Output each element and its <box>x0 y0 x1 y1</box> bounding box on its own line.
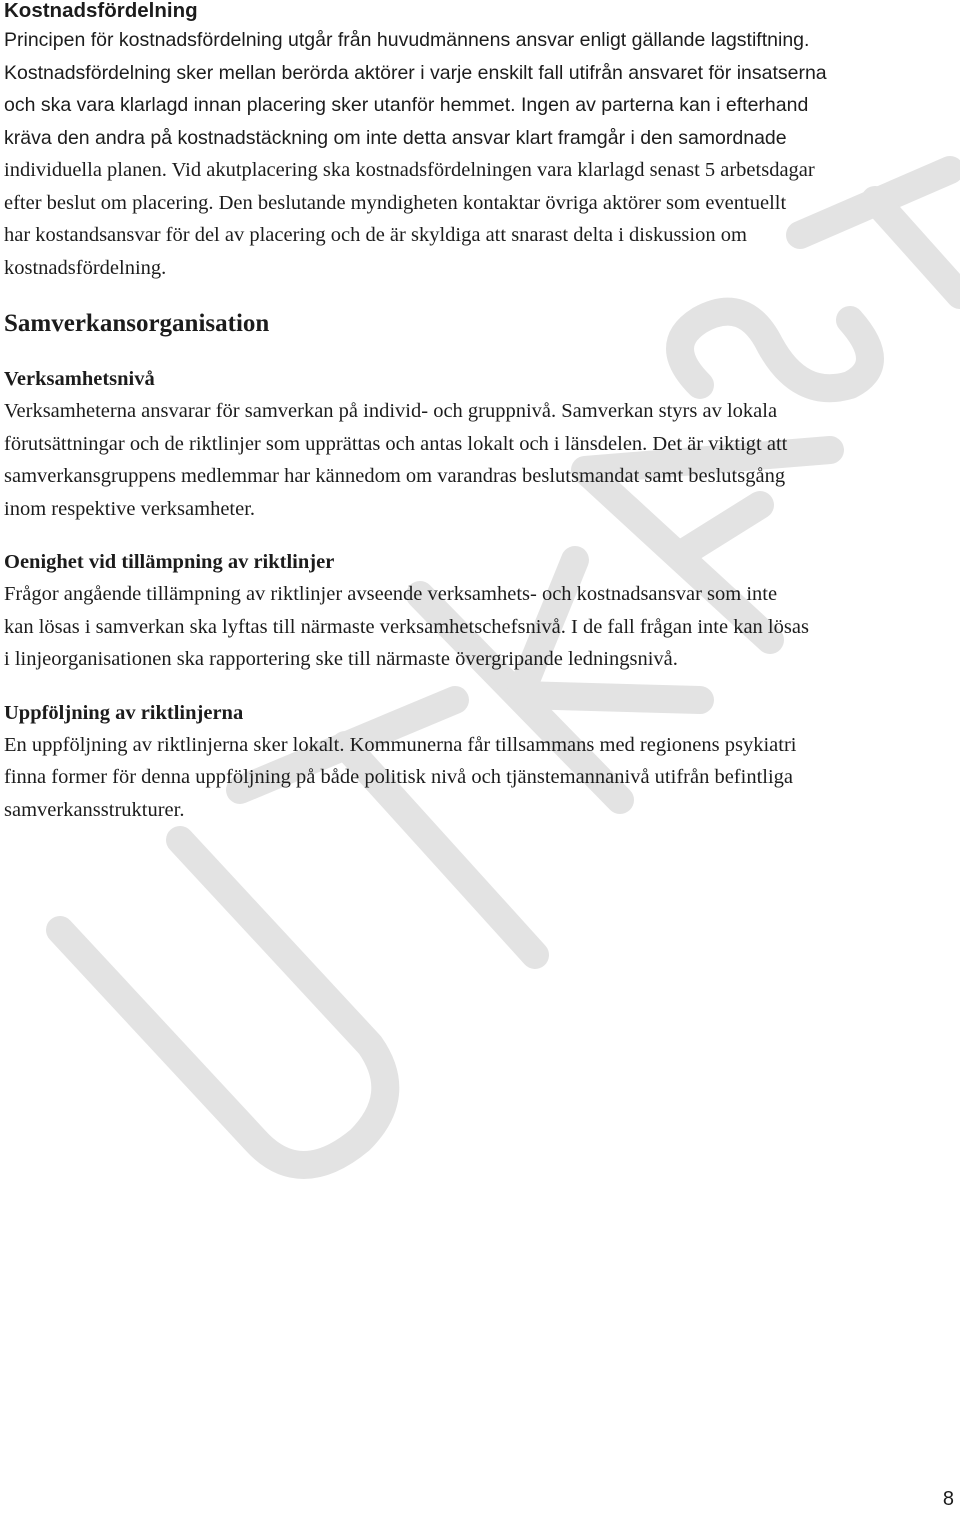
kostnad-heading: Kostnadsfördelning <box>4 0 198 22</box>
kostnad-line: och ska vara klarlagd innan placering sker utanför hemmet. Ingen av parterna kan i efterhand <box>4 94 809 116</box>
kostnad-line: har kostandsansvar för del av placering och de är skyldiga att snarast delta i diskussion om <box>4 224 747 246</box>
kostnad-line: efter beslut om placering. Den beslutande myndigheten kontaktar övriga aktörer som eventuellt <box>4 191 787 214</box>
oenighet-line: Frågor angående tillämpning av riktlinjer avseende verksamhets- och kostnadsansvar som inte <box>4 583 778 605</box>
document-page <box>4 0 958 826</box>
verksamhet-line: förutsättningar och de riktlinjer som upprättas och antas lokalt och i länsdelen. Det är viktigt att <box>4 432 788 455</box>
verksamhet-line: inom respektive verksamheter. <box>4 497 256 520</box>
watermark-letter-u <box>60 840 385 1165</box>
kostnad-paragraph <box>4 24 958 284</box>
kostnad-line: Principen för kostnadsfördelning utgår från huvudmännens ansvar enligt gällande lagstiftning. <box>4 29 810 51</box>
oenighet-heading: Oenighet vid tillämpning av riktlinjer <box>4 551 335 573</box>
verksamhet-paragraph <box>4 395 958 525</box>
oenighet-line: i linjeorganisationen ska rapportering ske till närmaste övergripande ledningsnivå. <box>4 648 678 670</box>
page-number: 8 <box>942 1488 954 1510</box>
verksamhet-line: Verksamheterna ansvarar för samverkan på individ- och gruppnivå. Samverkan styrs av lokala <box>4 400 778 422</box>
kostnad-line: kostnadsfördelning. <box>4 256 167 279</box>
uppfoljning-line: samverkansstrukturer. <box>4 798 185 821</box>
samverkan-heading: Samverkansorganisation <box>4 310 270 337</box>
uppfoljning-line: En uppföljning av riktlinjerna sker lokalt. Kommunerna får tillsammans med regionens psykiatri <box>4 733 797 756</box>
kostnad-line: kräva den andra på kostnadstäckning om inte detta ansvar klart framgår i den samordnade <box>4 126 787 149</box>
uppfoljning-paragraph <box>4 729 958 827</box>
kostnad-line: Kostnadsfördelning sker mellan berörda aktörer i varje enskilt fall utifrån ansvaret för insatserna <box>4 61 827 84</box>
verksamhet-heading: Verksamhetsnivå <box>4 368 155 390</box>
oenighet-paragraph <box>4 578 958 676</box>
uppfoljning-heading: Uppföljning av riktlinjerna <box>4 701 244 724</box>
kostnad-line: individuella planen. Vid akutplacering ska kostnadsfördelningen vara klarlagd senast 5 arbetsdagar <box>4 159 815 181</box>
oenighet-line: kan lösas i samverkan ska lyftas till närmaste verksamhetschefsnivå. I de fall frågan inte kan lösas <box>4 615 809 638</box>
verksamhet-line: samverkansgruppens medlemmar har kännedom om varandras beslutsmandat samt beslutsgång <box>4 465 786 487</box>
uppfoljning-line: finna former för denna uppföljning på både politisk nivå och tjänstemannanivå utifrån befintliga <box>4 766 794 788</box>
